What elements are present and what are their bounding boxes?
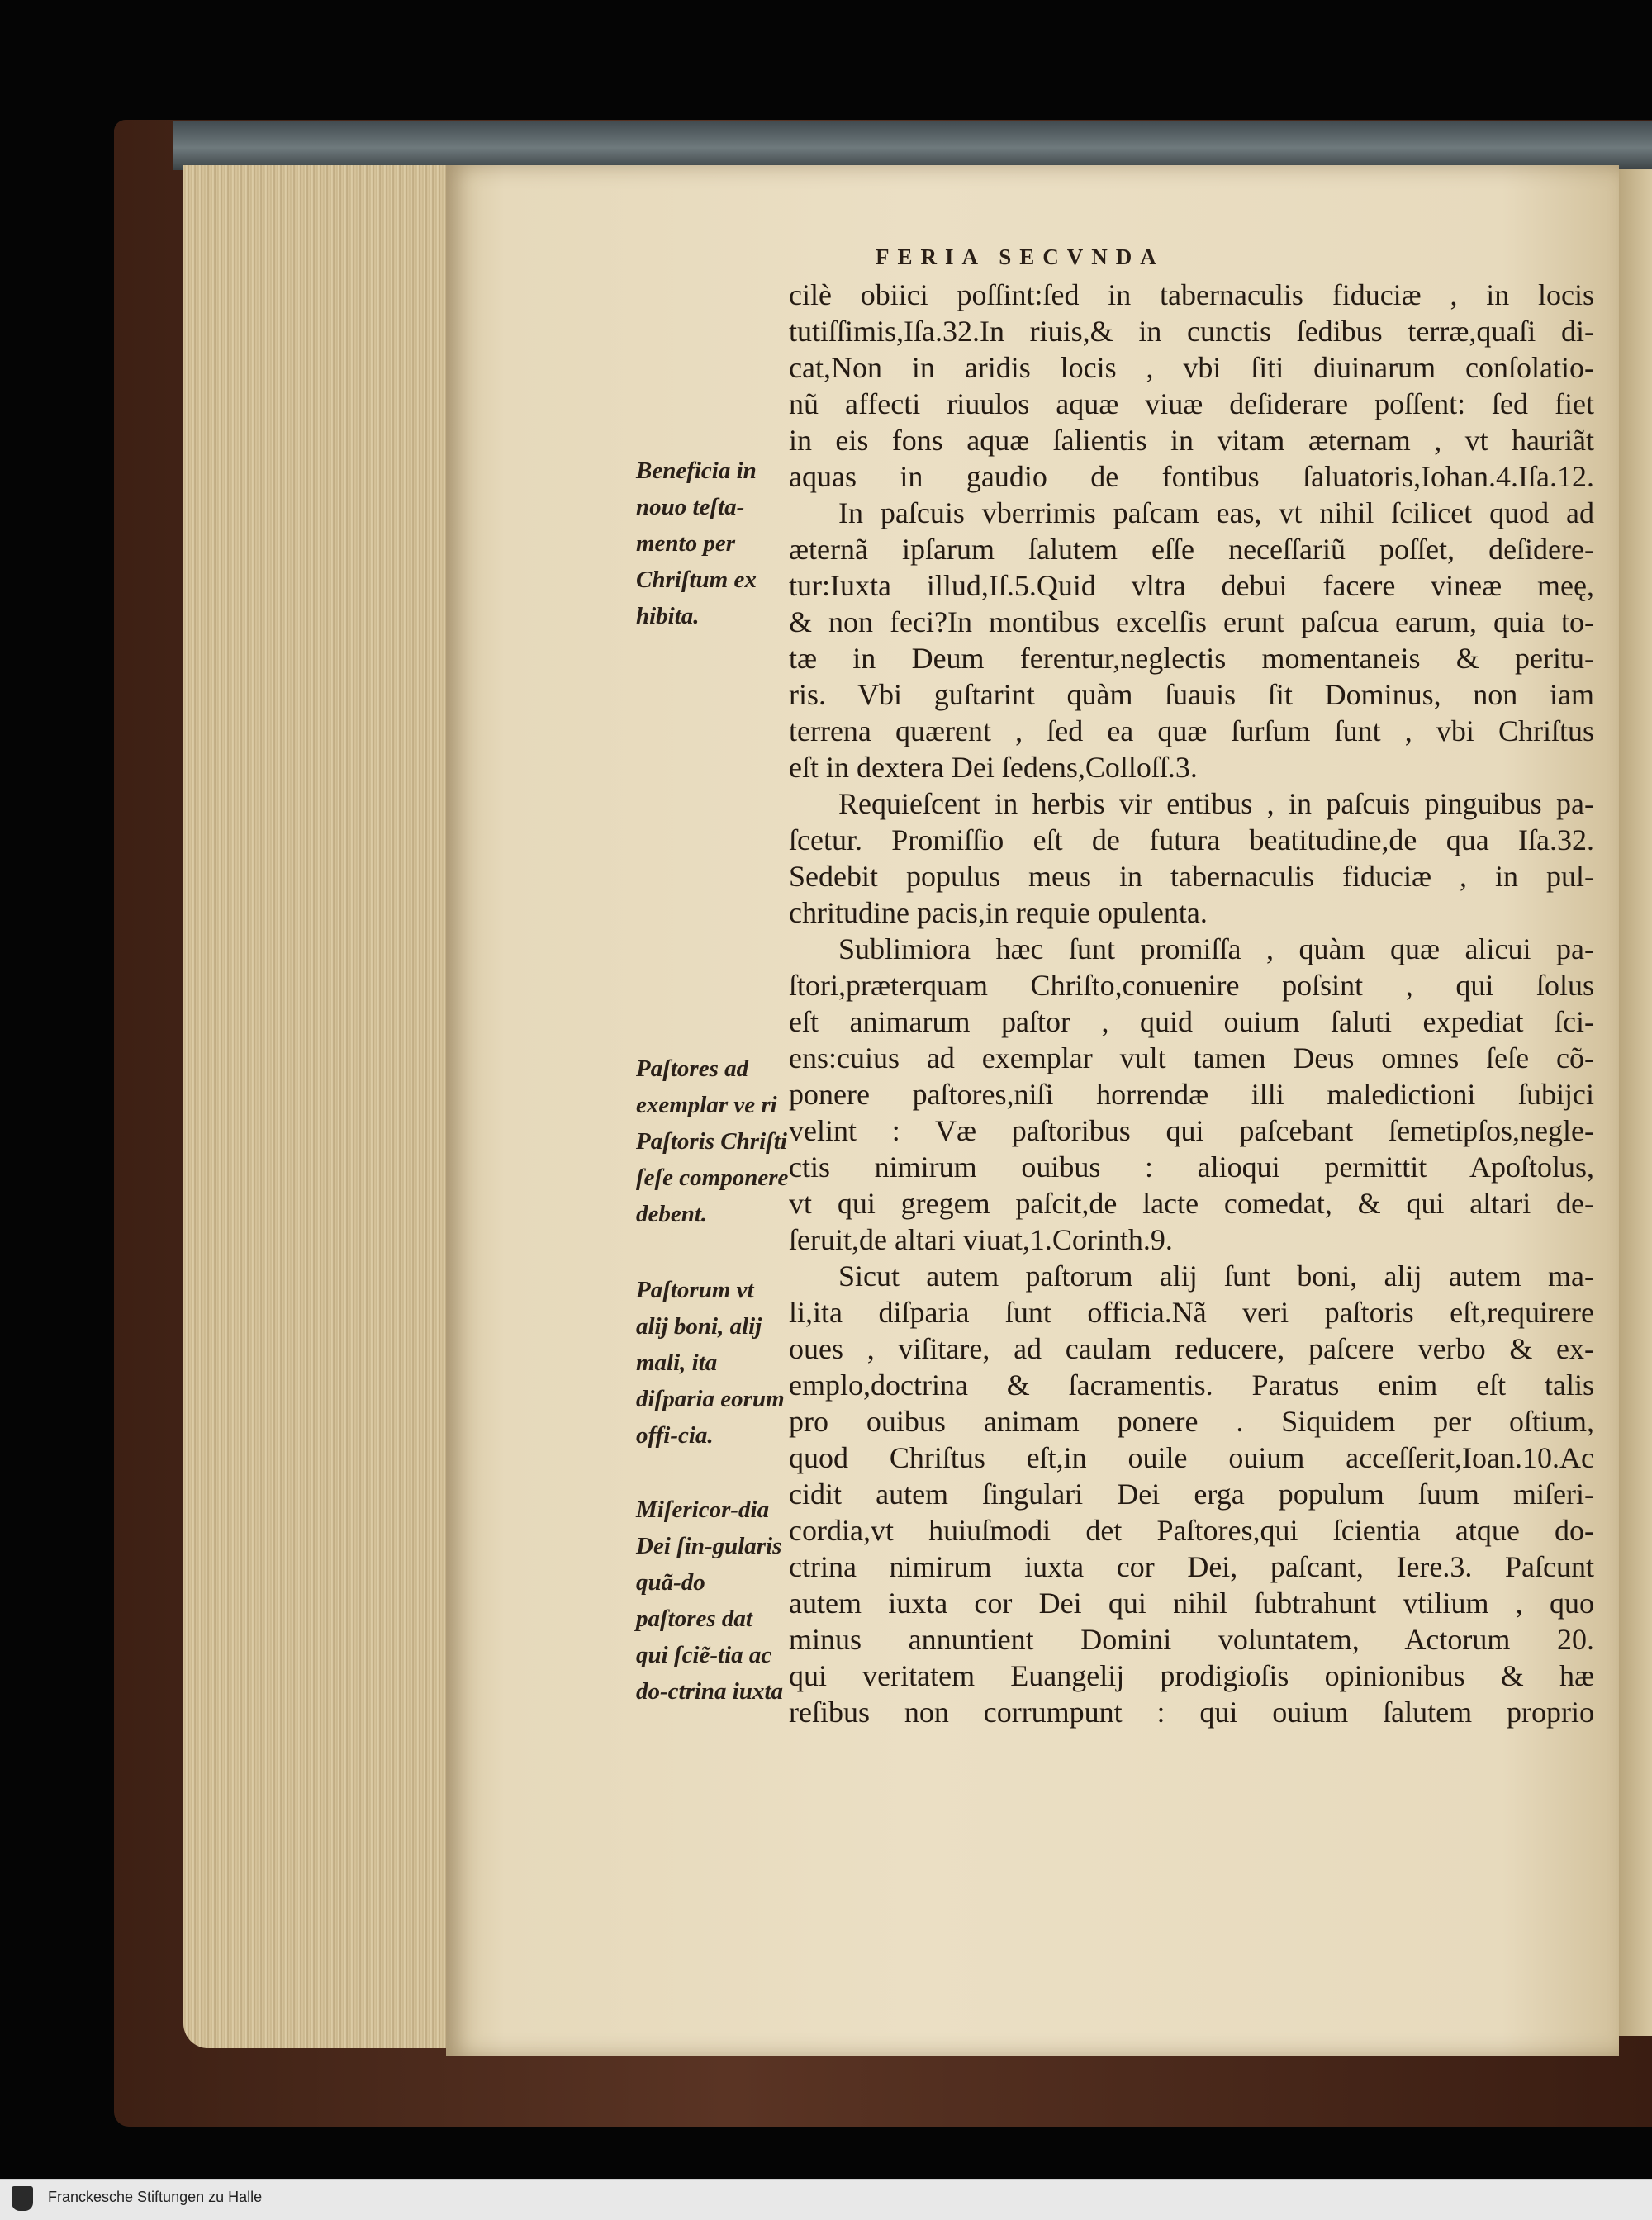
text-line: ſcetur. Promiſſio eſt de futura beatitudine,de qua Iſa.32. — [789, 823, 1594, 856]
text-line: minus annuntient Domini voluntatem, Actorum 20. — [789, 1623, 1594, 1656]
page-edges — [183, 165, 452, 2048]
text-line: ſeruit,de altari viuat,1.Corinth.9. — [789, 1223, 1173, 1256]
text-line: Requieſcent in herbis vir entibus , in paſcuis pinguibus pa- — [838, 787, 1594, 820]
text-line: eſt in dextera Dei ſedens,Colloſſ.3. — [789, 751, 1198, 784]
text-line: ſtori,præterquam Chriſto,conuenire poſsint , qui ſolus — [789, 969, 1594, 1002]
text-line: emplo,doctrina & ſacramentis. Paratus enim eſt talis — [789, 1369, 1594, 1402]
book-head-band — [173, 121, 1652, 170]
margin-note: Paſtores ad exemplar ve ri Paſtoris Chriſti ſeſe componere debent. — [636, 1055, 789, 1227]
text-line: quod Chriſtus eſt,in ouile ouium acceſſerit,Ioan.10.Ac — [789, 1441, 1594, 1474]
text-line: velint : Væ paſtoribus qui paſcebant ſemetipſos,negle- — [789, 1114, 1594, 1147]
text-line: In paſcuis vberrimis paſcam eas, vt nihil ſcilicet quod ad — [838, 496, 1594, 529]
text-line: in eis fons aquæ ſalientis in vitam æternam , vt hauriãt — [789, 424, 1594, 457]
text-line: ris. Vbi guſtarint quàm ſuauis ſit Dominus, non iam — [789, 678, 1594, 711]
text-line: pro ouibus animam ponere . Siquidem per oſtium, — [789, 1405, 1594, 1438]
text-line: oues , viſitare, ad caulam reducere, paſcere verbo & ex- — [789, 1332, 1594, 1365]
text-line: nũ affecti riuulos aquæ viuæ deſiderare poſſent: ſed fiet — [789, 387, 1594, 420]
text-line: chritudine pacis,in requie opulenta. — [789, 896, 1208, 929]
text-line: Sicut autem paſtorum alij ſunt boni, alij autem ma- — [838, 1259, 1594, 1293]
text-line: cilè obiici poſſint:ſed in tabernaculis fiduciæ , in locis — [789, 278, 1594, 311]
text-line: cat,Non in aridis locis , vbi ſiti diuinarum conſolatio- — [789, 351, 1594, 384]
text-line: & non feci?In montibus excelſis erunt paſcua earum, quia to- — [789, 605, 1594, 638]
text-line: ponere paſtores,niſi horrendæ illi maledictioni ſubijci — [789, 1078, 1594, 1111]
margin-note: Beneficia in nouo teſta-mento per Chriſtum ex hibita. — [636, 458, 757, 629]
text-line: terrena quærent , ſed ea quæ ſurſum ſunt , vbi Chriſtus — [789, 714, 1594, 747]
text-line: tutiſſimis,Iſa.32.In riuis,& in cunctis ſedibus terræ,quaſi di- — [789, 315, 1594, 348]
text-line: cidit autem ſingulari Dei erga populum ſuum miſeri- — [789, 1478, 1594, 1511]
text-line: tur:Iuxta illud,Iſ.5.Quid vltra debui facere vineæ meę, — [789, 569, 1594, 602]
body-text — [789, 277, 1594, 1730]
text-line: ctis nimirum ouibus : alioqui permittit Apoſtolus, — [789, 1150, 1594, 1184]
margin-note: Paſtorum vt alij boni, alij mali, ita diſparia eorum offi-cia. — [636, 1277, 785, 1449]
text-line: æternã ipſarum ſalutem eſſe neceſſariũ poſſet, deſidere- — [789, 533, 1594, 566]
text-line: eſt animarum paſtor , quid ouium ſaluti expediat ſci- — [789, 1005, 1594, 1038]
margin-note: Miſericor-dia Dei ſin-gularis quã-do paſtores dat qui ſciẽ-tia ac do-ctrina iuxta — [636, 1497, 784, 1705]
text-line: ctrina nimirum iuxta cor Dei, paſcant, Iere.3. Paſcunt — [789, 1550, 1594, 1583]
text-line: qui veritatem Euangelij prodigioſis opinionibus & hæ — [789, 1659, 1594, 1692]
footer-institution: Franckesche Stiftungen zu Halle — [48, 2189, 263, 2205]
text-line: ens:cuius ad exemplar vult tamen Deus omnes ſeſe cõ- — [789, 1041, 1594, 1074]
text-line: li,ita diſparia ſunt officia.Nã veri paſtoris eſt,requirere — [789, 1296, 1594, 1329]
text-line: vt qui gregem paſcit,de lacte comedat, & qui altari de- — [789, 1187, 1594, 1220]
text-line: Sublimiora hæc ſunt promiſſa , quàm quæ alicui pa- — [838, 932, 1594, 965]
text-line: cordia,vt huiuſmodi det Paſtores,qui ſcientia atque do- — [789, 1514, 1594, 1547]
running-head: FERIA SECVNDA — [876, 244, 1165, 269]
text-line: autem iuxta cor Dei qui nihil ſubtrahunt vtilium , quo — [789, 1587, 1594, 1620]
institution-logo-icon — [12, 2186, 33, 2211]
text-line: tæ in Deum ferentur,neglectis momentaneis & peritu- — [789, 642, 1594, 675]
facing-page-edge — [1619, 169, 1652, 2036]
text-line: Sedebit populus meus in tabernaculis fiduciæ , in pul- — [789, 860, 1594, 893]
text-line: aquas in gaudio de fontibus ſaluatoris,Iohan.4.Iſa.12. — [789, 460, 1594, 493]
text-line: reſibus non corrumpunt : qui ouium ſalutem proprio — [789, 1696, 1594, 1729]
